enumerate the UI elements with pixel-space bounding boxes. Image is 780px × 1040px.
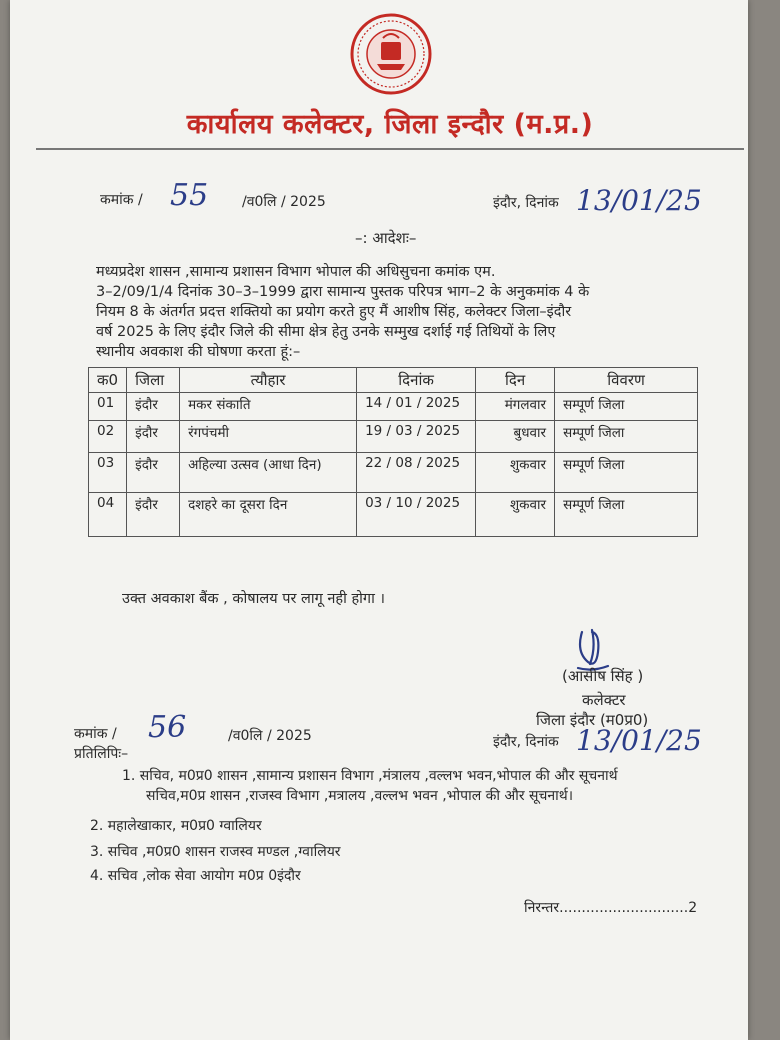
cell-serial: 04 bbox=[89, 493, 127, 537]
order-number-label: कमांक / bbox=[100, 192, 143, 208]
cell-date: 19 / 03 / 2025 bbox=[357, 421, 476, 453]
list-item: सचिव,म0प्र शासन ,राजस्व विभाग ,मत्रालय ,वल्लभ भवन ,भोपाल की और सूचनार्थ। bbox=[146, 788, 574, 804]
copy-label: प्रतिलिपिः– bbox=[74, 746, 129, 762]
cell-description: सम्पूर्ण जिला bbox=[555, 393, 698, 421]
cell-serial: 01 bbox=[89, 393, 127, 421]
cell-festival: दशहरे का दूसरा दिन bbox=[180, 493, 357, 537]
continued-marker: निरन्तर.............................2 bbox=[524, 900, 698, 916]
table-row bbox=[89, 393, 698, 421]
header-divider bbox=[36, 148, 744, 150]
cell-description: सम्पूर्ण जिला bbox=[555, 453, 698, 493]
cell-description: सम्पूर्ण जिला bbox=[555, 493, 698, 537]
order-paragraph-line: वर्ष 2025 के लिए इंदौर जिले की सीमा क्षेत्र हेतु उनके सम्मुख दर्शाई गई तिथियों के लिए bbox=[96, 324, 556, 340]
order-heading: –: आदेशः– bbox=[355, 229, 417, 247]
list-item: 3. सचिव ,म0प्र0 शासन राजस्व मण्डल ,ग्वालियर bbox=[90, 844, 341, 860]
exemption-note: उक्त अवकाश बैंक , कोषालय पर लागू नही होगा । bbox=[122, 591, 385, 607]
table-row bbox=[89, 453, 698, 493]
list-item: 2. महालेखाकार, म0प्र0 ग्वालियर bbox=[90, 818, 262, 834]
col-header-description: विवरण bbox=[555, 368, 698, 393]
copy-date-value: 13/01/25 bbox=[576, 724, 702, 757]
cell-district: इंदौर bbox=[127, 493, 180, 537]
col-header-festival: त्यौहार bbox=[180, 368, 357, 393]
copy-number-suffix: /व0लि / 2025 bbox=[228, 728, 312, 744]
cell-district: इंदौर bbox=[127, 421, 180, 453]
list-item: 1. सचिव, म0प्र0 शासन ,सामान्य प्रशासन विभाग ,मंत्रालय ,वल्लभ भवन,भोपाल की और सूचनार्थ bbox=[122, 768, 618, 784]
copy-number-value: 56 bbox=[148, 710, 187, 745]
order-number-suffix: /व0लि / 2025 bbox=[242, 194, 326, 210]
cell-day: शुकवार bbox=[476, 453, 555, 493]
cell-date: 22 / 08 / 2025 bbox=[357, 453, 476, 493]
office-title: कार्यालय कलेक्टर, जिला इन्दौर (म.प्र.) bbox=[186, 109, 594, 140]
cell-date: 14 / 01 / 2025 bbox=[357, 393, 476, 421]
order-paragraph-line: नियम 8 के अंतर्गत प्रदत्त शक्तियो का प्रयोग करते हुए मैं आशीष सिंह, कलेक्टर जिला–इंदौर bbox=[96, 304, 572, 320]
copy-number-label: कमांक / bbox=[74, 726, 117, 742]
col-header-serial: क0 bbox=[89, 368, 127, 393]
list-item: 4. सचिव ,लोक सेवा आयोग म0प्र 0इंदौर bbox=[90, 868, 301, 884]
cell-serial: 03 bbox=[89, 453, 127, 493]
cell-day: मंगलवार bbox=[476, 393, 555, 421]
signatory-designation: कलेक्टर bbox=[582, 691, 626, 709]
order-paragraph-line: मध्यप्रदेश शासन ,सामान्य प्रशासन विभाग भोपाल की अधिसुचना कमांक एम. bbox=[96, 264, 496, 280]
table-header-row bbox=[89, 368, 698, 393]
order-place-date-label: इंदौर, दिनांक bbox=[493, 195, 559, 211]
order-paragraph-line: 3–2/09/1/4 दिनांक 30–3–1999 द्वारा सामान्य पुस्तक परिपत्र भाग–2 के अनुकमांक 4 के bbox=[96, 284, 590, 300]
cell-district: इंदौर bbox=[127, 393, 180, 421]
signatory-district: जिला इंदौर (म0प्र0) bbox=[536, 711, 649, 729]
col-header-day: दिन bbox=[476, 368, 555, 393]
cell-day: शुकवार bbox=[476, 493, 555, 537]
table-row bbox=[89, 493, 698, 537]
copy-place-date-label: इंदौर, दिनांक bbox=[493, 734, 559, 750]
cell-date: 03 / 10 / 2025 bbox=[357, 493, 476, 537]
col-header-district: जिला bbox=[127, 368, 180, 393]
cell-district: इंदौर bbox=[127, 453, 180, 493]
signatory-name: (आसीष सिंह ) bbox=[562, 667, 644, 685]
cell-festival: मकर संकाति bbox=[180, 393, 357, 421]
holiday-table bbox=[88, 367, 698, 537]
order-paragraph-line: स्थानीय अवकाश की घोषणा करता हूं:– bbox=[96, 344, 301, 360]
cell-festival: रंगपंचमी bbox=[180, 421, 357, 453]
order-number-value: 55 bbox=[170, 178, 209, 213]
government-emblem bbox=[347, 12, 435, 96]
col-header-date: दिनांक bbox=[357, 368, 476, 393]
cell-serial: 02 bbox=[89, 421, 127, 453]
order-paragraph bbox=[96, 262, 668, 362]
table-row bbox=[89, 421, 698, 453]
cell-description: सम्पूर्ण जिला bbox=[555, 421, 698, 453]
cell-festival: अहिल्या उत्सव (आधा दिन) bbox=[180, 453, 357, 493]
order-date-value: 13/01/25 bbox=[576, 184, 702, 217]
cell-day: बुधवार bbox=[476, 421, 555, 453]
